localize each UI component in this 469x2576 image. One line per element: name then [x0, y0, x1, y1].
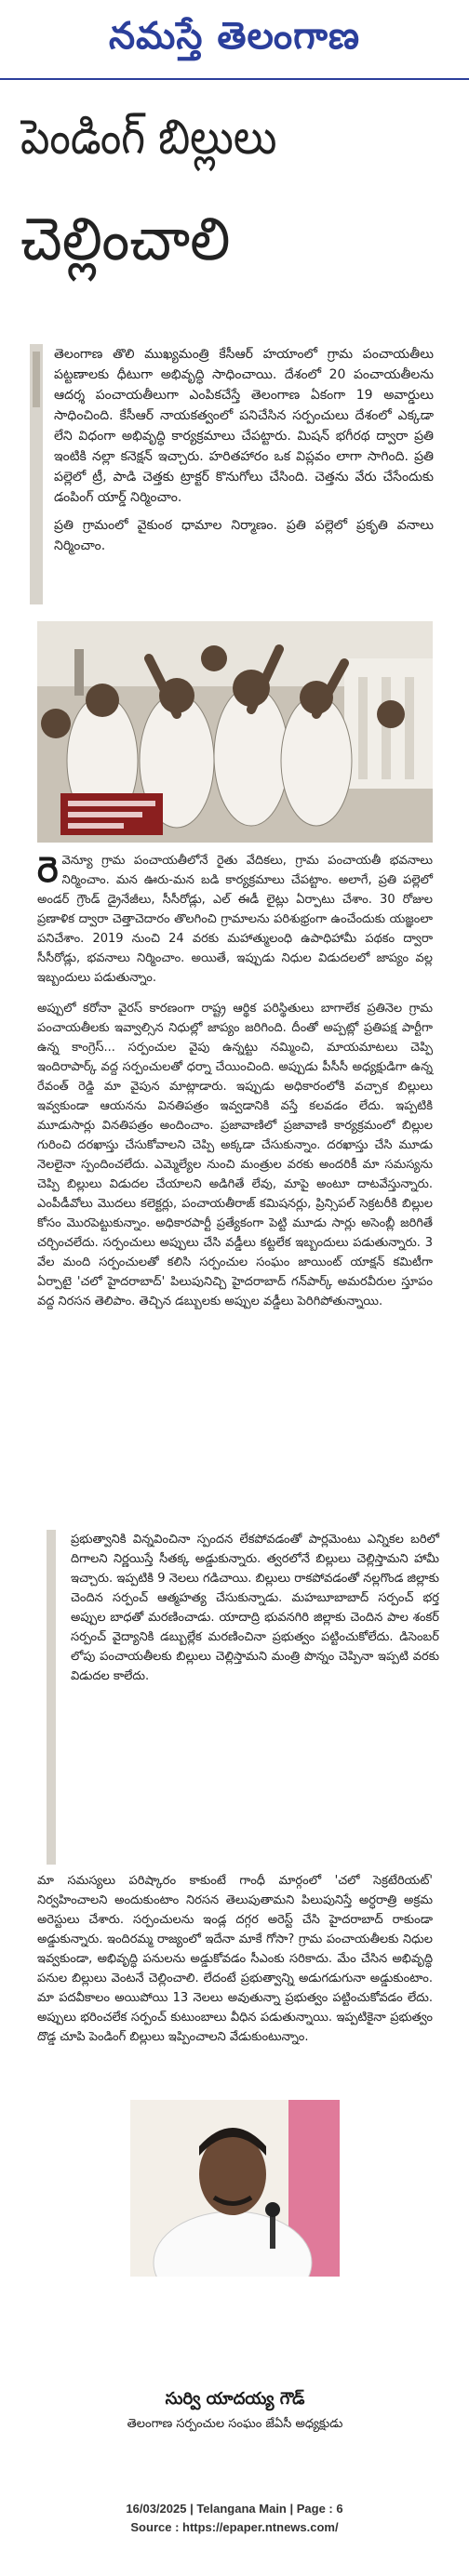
byline: [37, 2386, 433, 2435]
drop-cap: రె: [37, 849, 59, 890]
author-role: తెలంగాణ సర్పంచుల సంఘం జేఏసీ అధ్యక్షుడు: [127, 2417, 343, 2431]
intro-sidebar-decoration: [30, 344, 43, 604]
highlight-sidebar-decoration: [47, 1530, 56, 1865]
highlight-paragraph: ప్రభుత్వానికి విన్నవించినా స్పందన లేకపోవడంతో పార్లమెంటు ఎన్నికల బరిలో దిగాలని నిర్ణయిస్తే సీతక్క అడ్డుకున్నారు. త్వరలోనే బిల్లులు చెల్లిస్తామని హామీ ఇచ్చారు. ఇప్పటికి 9 నెలలు గడిచాయి. బిల్లులు రాకపోవడంతో నల్లగొండ జిల్లాకు చెందిన సర్పంచ్ ఆత్మహత్య చేసుకున్నాడు. మహబూబాబాద్ సర్పంచ్ భర్త అప్పుల బాధతో మరణించాడు. యాదాద్రి భువనగిరి జిల్లాకు చెందిన పాల శంకర్ సర్పంచ్ వైద్యానికి డబ్బుల్లేక మరణించినా ప్రభుత్వం పట్టించుకోలేదు. డిసెంబర్ లోపు పంచాయతీలకు బిల్లులు చెల్లిస్తామని మంత్రి పొన్నం చెప్పినా ఇప్పటి వరకు విడుదల కాలేదు.: [71, 1533, 439, 1683]
headline: [20, 100, 449, 296]
closing-section: [37, 1871, 433, 2047]
newspaper-logo: నమస్తే తెలంగాణ: [108, 14, 361, 58]
masthead-rule: [0, 78, 469, 80]
footer-date-edition: 16/03/2025 | Telangana Main | Page : 6: [126, 2502, 343, 2516]
headline-line-2: చెల్లించాలి: [20, 206, 231, 274]
intro-paragraph-1: తెలంగాణ తొలి ముఖ్యమంత్రి కేసీఆర్ హయాంలో గ్రామ పంచాయతీలు పట్టణాలకు ధీటుగా అభివృద్ధి సాధించాయి. దేశంలో 20 పంచాయతీలను ఆదర్శ పంచాయతీలుగా ఎంపికచేస్తే తెలంగాణ ఏకంగా 19 అవార్డులు సాధించింది. కేసీఆర్ నాయకత్వంలో పనిచేసిన సర్పంచులు దేశంలో ఎక్కడా లేని విధంగా అభివృద్ధి కార్యక్రమాలు చేపట్టారు. మిషన్ భగీరథ ద్వారా ప్రతి ఇంటికి నల్లా కనెక్షన్ ఇచ్చారు. హరితహారం ఒక విప్లవం లాగా సాగింది. ప్రతి పల్లెలో ట్రీ, పాడి చెత్తకు ట్రాక్టర్ కొనుగోలు చేసింది. చెత్తను వేరు చేసేందుకు డంపింగ్ యార్డ్ నిర్మించాం.: [54, 347, 434, 505]
page-footer: [0, 2500, 469, 2537]
article-body: [37, 851, 433, 1311]
intro-block: [54, 344, 434, 556]
closing-paragraph: మా సమస్యలు పరిష్కారం కాకుంటే గాంధీ మార్గంలో 'చలో సెక్రటేరియట్' నిర్వహించాలని అందుకుంటాం నిరసన తెలుపుతామని పిలుపునిస్తే అర్ధరాత్రి అక్రమ అరెస్టులు చేశారు. సర్పంచులను ఇండ్ల దగ్గర అరెస్ట్ చేసి హైదరాబాద్ రాకుండా అడ్డుకున్నారు. ఇందిరమ్మ రాజ్యంలో ఇదేనా మాకే గోసా? గ్రామ పంచాయతీలకు నిధుల ఇవ్వకుండా, అభివృద్ధి పనులను అడ్డుకోవడం సీఎంకు సరికాదు. మేం చేసిన అభివృద్ధి పనుల బిల్లులు వెంటనే చెల్లించాలి. లేదంటే ప్రభుత్వాన్ని అడుగడుగునా అడ్డుకుంటాం. మా పదవీకాలం అయిపోయి 13 నెలలు అవుతున్నా ప్రభుత్వం పట్టించుకోవడం లేదు. అప్పులు భరించలేక సర్పంచ్ కుటుంబాలు వీధిన పడుతున్నాయి. ఇప్పటికైనా ప్రభుత్వం దొడ్డ చూపి పెండింగ్ బిల్లులు ఇప్పించాలని వేడుకుంటున్నాం.: [37, 1874, 433, 2044]
footer-source: Source : https://epaper.ntnews.com/: [130, 2520, 339, 2534]
intro-paragraph-2: ప్రతి గ్రామంలో వైకుంఠ ధామాల నిర్మాణం. ప్రతి పల్లెలో ప్రకృతి వనాలు నిర్మించాం.: [54, 518, 434, 553]
protest-photo: [37, 621, 433, 843]
author-name: సుర్వి యాదయ్య గౌడ్: [165, 2389, 305, 2409]
highlight-block: [71, 1530, 439, 1686]
body-paragraph-2: అప్పులో కరోనా వైరస్ కారణంగా రాష్ట్ర ఆర్థిక పరిస్థితులు బాగాలేక ప్రతినెల గ్రామ పంచాయతీలకు ఇవ్వాల్సిన నిధుల్లో జాప్యం జరిగింది. దీంతో అప్పట్లో ప్రతిపక్ష పార్టీగా ఉన్న కాంగ్రెస్... సర్పంచుల వైపు ఉన్నట్టు నమ్మించి, మాయమాటలు చెప్పి ఇందిరాపార్క్ వద్ద సర్పంచులతో ధర్నా చేయించింది. అప్పుడు పీసీసీ అధ్యక్షుడిగా ఉన్న రేవంత్ రెడ్డి మా వైపున మాట్లాడారు. ఇప్పుడు అధికారంలోకి వచ్చాక బిల్లులు ఇవ్వకుండా ఆయనను వినతిపత్రం ఇవ్వడానికి వస్తే కలవడం లేదు. ఇప్పటికి మూడుసార్లు వినతిపత్రం అందించాం. ప్రజావాణిలో ప్రజావాణి కార్యక్రమంలో బిల్లుల గురించి దరఖాస్తు చేసుకోవాలని చెప్పి అక్కడా చేసుకున్నాం. దరఖాస్తు చేసి మూడు నెలలైనా స్పందించలేదు. ఎమ్మెల్యేల నుంచి మంత్రుల వరకు అందరికీ మా సమస్యను చెప్పి బిల్లులు విడుదల చేయాలని అడిగితే లేవు, మాపై అంటూ దాటవేస్తున్నారు. ఎంపీడీవోలు మొదలు కలెక్టర్లు, పంచాయతీరాజ్ కమిషనర్లు, ప్రిన్సిపల్ సెక్రటరీకి బిల్లుల కోసం మొరపెట్టుకున్నాం. అధికారపార్టీ ప్రత్యేకంగా పెట్టి మూడు సార్లు అసెంబ్లీ జరిగితే చర్చించలేదు. సర్పంచులు అప్పులు చేసి వడ్డీలు కట్టలేక ఇబ్బందులు పడుతున్నారు. 3 వేల మంది సర్పంచులతో కలిసి సర్పంచుల సంఘం జాయింట్ యాక్షన్ కమిటీగా ఏర్పాటై 'చలో హైదరాబాద్' పిలుపునిచ్చి హైదరాబాద్ గన్‌పార్క్ అమరవీరుల స్తూపం వద్ద నిరసన తెలిపాం. తెచ్చిన డబ్బులకు అప్పుల వడ్డీలు పెరిగిపోతున్నాయి.: [37, 1002, 433, 1308]
body-paragraph-1: వెన్యూ గ్రామ పంచాయతీలోనే రైతు వేదికలు, గ్రామ పంచాయతీ భవనాలు నిర్మించాం. మన ఊరు-మన బడి కార్యక్రమాలు చేపట్టాం. అలాగే, ప్రతి పల్లెలో అండర్ గ్రౌండ్ డ్రైనేజీలు, సీసీరోడ్లు, ఎల్ ఈడీ లైట్లు ఏర్పాటు చేశాం. 30 రోజుల ప్రణాళిక ద్వారా చెత్తాచెదారం తొలగించి గ్రామాలను పరిశుభ్రంగా ఉంచేందుకు యజ్ఞంలా పనిచేశాం. 2019 నుంచి 24 వరకు మహాత్ములంధి ఉపాధిహామీ పథకం ద్వారా సీసీరోడ్లు, భవనాలు నిర్మించాం. అయితే, ఇప్పుడు నిధుల విడుదలలో జాప్యం వల్ల ఇబ్బందులు పడుతున్నాం.: [37, 854, 433, 985]
masthead: [0, 0, 469, 82]
author-portrait: [130, 2100, 340, 2277]
headline-line-1: పెండింగ్ బిల్లులు: [20, 110, 277, 166]
